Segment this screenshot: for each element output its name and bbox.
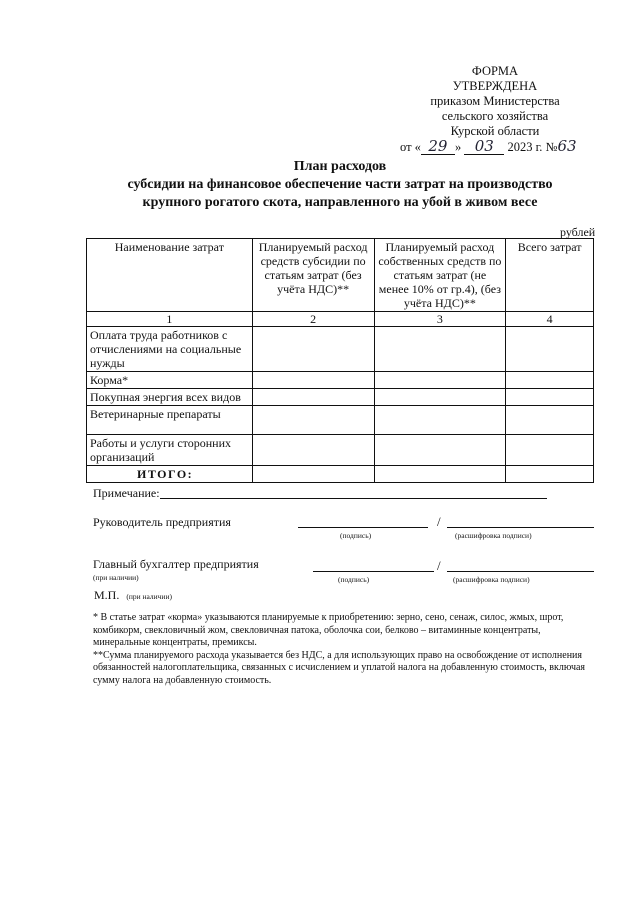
stamp-label: М.П. xyxy=(94,588,120,602)
approval-number: 63 xyxy=(557,137,577,155)
header-own-funds-expense: Планируемый расход собственных средств по статьям затрат (не менее 10% от гр.4), (без учёта НДС)** xyxy=(374,239,506,312)
form-label: ФОРМА xyxy=(471,64,519,78)
column-number: 1 xyxy=(87,312,253,327)
cell-grand-total[interactable] xyxy=(506,466,594,483)
cell-total[interactable] xyxy=(506,389,594,406)
approved-by-region: Курской области xyxy=(450,124,540,138)
column-number-row xyxy=(87,312,594,327)
cell-own-funds[interactable] xyxy=(374,372,506,389)
column-number: 3 xyxy=(374,312,506,327)
header-cost-name: Наименование затрат xyxy=(87,239,253,312)
row-label-veterinary: Ветеринарные препараты xyxy=(87,406,253,435)
cell-subsidy[interactable] xyxy=(252,406,374,435)
note-label: Примечание: xyxy=(93,486,160,500)
cell-total[interactable] xyxy=(506,327,594,372)
accountant-signature-slash: / xyxy=(437,558,441,573)
table-row xyxy=(87,406,594,435)
approved-by-ministry: сельского хозяйства xyxy=(441,109,549,123)
stamp-place-label xyxy=(94,588,172,603)
decoding-caption: (расшифровка подписи) xyxy=(453,575,530,584)
document-subtitle-line1: субсидии на финансовое обеспечение части затрат на производство xyxy=(127,177,553,192)
cell-subsidy[interactable] xyxy=(252,372,374,389)
signature-caption: (подпись) xyxy=(340,531,372,540)
approved-by-order: приказом Министерства xyxy=(430,94,560,108)
currency-label: рублей xyxy=(560,225,596,239)
column-number: 4 xyxy=(506,312,594,327)
footnote-feed: * В статье затрат «корма» указываются планируемые к приобретению: зерно, сено, сенаж, силос, жмых, шрот, комбикорм, свекловичный жом, свекловичная патока, оболочка сои, белково – витаминные концентраты, минеральные концентраты, премиксы. xyxy=(93,612,564,648)
row-label-energy: Покупная энергия всех видов xyxy=(87,389,253,406)
head-signature-label: Руководитель предприятия xyxy=(93,515,231,529)
cell-subsidy[interactable] xyxy=(252,435,374,466)
note-field[interactable] xyxy=(160,498,547,499)
head-signature-field[interactable] xyxy=(298,527,428,528)
head-signature-decoding-field[interactable] xyxy=(447,527,594,528)
header-subsidy-expense: Планируемый расход средств субсидии по статьям затрат (без учёта НДС)** xyxy=(252,239,374,312)
cell-total[interactable] xyxy=(506,435,594,466)
total-row xyxy=(87,466,594,483)
footnote-vat: **Сумма планируемого расхода указывается без НДС, а для использующих право на освобождение от исполнения обязанностей налогоплательщика, связанных с исчислением и уплатой налога на добавленную стоимость, включая сумму налога на добавленную стоимость. xyxy=(93,649,586,686)
document-subtitle-line2: крупного рогатого скота, направленного на убой в живом весе xyxy=(142,195,538,210)
row-label-services: Работы и услуги сторонних организаций xyxy=(87,435,253,466)
approved-label: УТВЕРЖДЕНА xyxy=(452,79,538,93)
row-label-labor: Оплата труда работников с отчислениями на социальные нужды xyxy=(87,327,253,372)
cell-total[interactable] xyxy=(506,406,594,435)
approval-day: 29 xyxy=(421,139,455,155)
cell-subsidy-total[interactable] xyxy=(252,466,374,483)
approval-month: 03 xyxy=(464,139,504,155)
footnotes xyxy=(93,612,593,687)
table-row xyxy=(87,435,594,466)
table-row xyxy=(87,389,594,406)
stamp-if-available: (при наличии) xyxy=(126,592,172,601)
approval-date-line: от « 29 » 03 2023 г. №63 xyxy=(400,137,577,155)
approval-stamp-block xyxy=(380,64,610,155)
head-signature-slash: / xyxy=(437,514,441,529)
cell-own-funds-total[interactable] xyxy=(374,466,506,483)
total-label: ИТОГО: xyxy=(87,466,253,483)
cell-subsidy[interactable] xyxy=(252,327,374,372)
signature-caption: (подпись) xyxy=(338,575,370,584)
accountant-signature-decoding-field[interactable] xyxy=(447,571,594,572)
cell-own-funds[interactable] xyxy=(374,327,506,372)
accountant-signature-label: Главный бухгалтер предприятия xyxy=(93,557,259,571)
cell-own-funds[interactable] xyxy=(374,435,506,466)
cell-own-funds[interactable] xyxy=(374,389,506,406)
cost-plan-table xyxy=(86,238,594,483)
row-label-feed: Корма* xyxy=(87,372,253,389)
table-row xyxy=(87,327,594,372)
column-number: 2 xyxy=(252,312,374,327)
cell-own-funds[interactable] xyxy=(374,406,506,435)
decoding-caption: (расшифровка подписи) xyxy=(455,531,532,540)
document-title: План расходов xyxy=(293,159,387,174)
table-header-row xyxy=(87,239,594,312)
accountant-signature-field[interactable] xyxy=(313,571,434,572)
accountant-if-available: (при наличии) xyxy=(93,573,139,582)
cell-subsidy[interactable] xyxy=(252,389,374,406)
header-total-costs: Всего затрат xyxy=(506,239,594,312)
cell-total[interactable] xyxy=(506,372,594,389)
table-row xyxy=(87,372,594,389)
